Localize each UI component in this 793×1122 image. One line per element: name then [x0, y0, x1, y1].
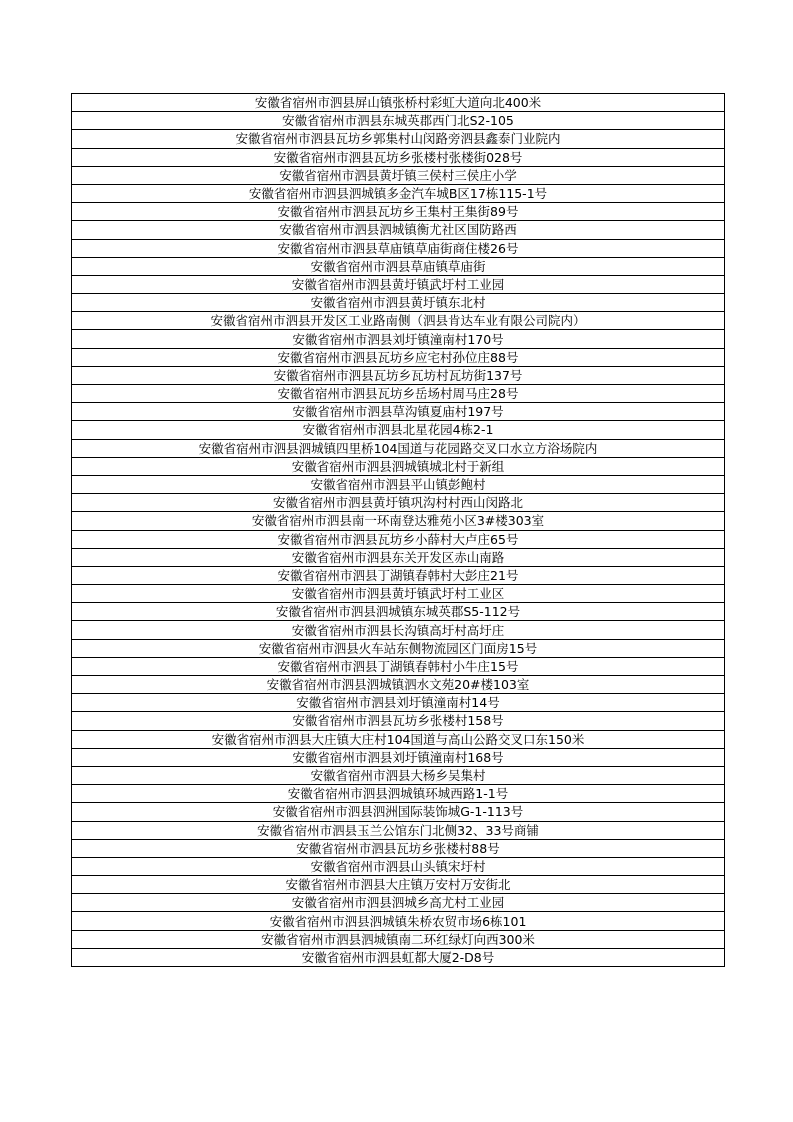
table-row [72, 548, 725, 566]
address-cell: 安徽省宿州市泗县泗洲国际装饰城G-1-113号 [72, 803, 725, 821]
address-cell: 安徽省宿州市泗县山头镇宋圩村 [72, 857, 725, 875]
address-cell: 安徽省宿州市泗县大杨乡吴集村 [72, 766, 725, 784]
table-row [72, 421, 725, 439]
address-cell: 安徽省宿州市泗县瓦坊乡张楼村158号 [72, 712, 725, 730]
address-cell: 安徽省宿州市泗县黄圩镇武圩村工业区 [72, 585, 725, 603]
table-row [72, 766, 725, 784]
table-row [72, 821, 725, 839]
address-cell: 安徽省宿州市泗县泗城镇环城西路1-1号 [72, 785, 725, 803]
address-cell: 安徽省宿州市泗县丁湖镇春韩村大彭庄21号 [72, 566, 725, 584]
address-cell: 安徽省宿州市泗县泗城镇南二环红绿灯向西300米 [72, 930, 725, 948]
table-row [72, 657, 725, 675]
address-cell: 安徽省宿州市泗县刘圩镇潼南村14号 [72, 694, 725, 712]
address-cell: 安徽省宿州市泗县平山镇彭鲍村 [72, 475, 725, 493]
table-row [72, 566, 725, 584]
table-row [72, 730, 725, 748]
address-cell: 安徽省宿州市泗县黄圩镇巩沟村村西山闵路北 [72, 494, 725, 512]
address-cell: 安徽省宿州市泗县瓦坊乡小薛村大卢庄65号 [72, 530, 725, 548]
address-cell: 安徽省宿州市泗县南一环南登达雅苑小区3#楼303室 [72, 512, 725, 530]
address-cell: 安徽省宿州市泗县开发区工业路南侧（泗县肯达车业有限公司院内） [72, 312, 725, 330]
address-cell: 安徽省宿州市泗县瓦坊乡瓦坊村瓦坊街137号 [72, 366, 725, 384]
address-cell: 安徽省宿州市泗县东城英郡西门北S2-105 [72, 112, 725, 130]
table-row [72, 330, 725, 348]
table-row [72, 112, 725, 130]
address-cell: 安徽省宿州市泗县北星花园4栋2-1 [72, 421, 725, 439]
address-cell: 安徽省宿州市泗县黄圩镇三侯村三侯庄小学 [72, 166, 725, 184]
table-row [72, 785, 725, 803]
table-row [72, 275, 725, 293]
table-row [72, 257, 725, 275]
table-row [72, 803, 725, 821]
address-cell: 安徽省宿州市泗县火车站东侧物流园区门面房15号 [72, 639, 725, 657]
address-table-body [72, 94, 725, 967]
address-cell: 安徽省宿州市泗县草沟镇夏庙村197号 [72, 403, 725, 421]
address-cell: 安徽省宿州市泗县草庙镇草庙街商住楼26号 [72, 239, 725, 257]
table-row [72, 694, 725, 712]
address-cell: 安徽省宿州市泗县黄圩镇武圩村工业园 [72, 275, 725, 293]
table-row [72, 639, 725, 657]
address-cell: 安徽省宿州市泗县大庄镇大庄村104国道与高山公路交叉口东150米 [72, 730, 725, 748]
address-cell: 安徽省宿州市泗县瓦坊乡岳场村周马庄28号 [72, 385, 725, 403]
table-row [72, 912, 725, 930]
address-cell: 安徽省宿州市泗县屏山镇张桥村彩虹大道向北400米 [72, 94, 725, 112]
address-cell: 安徽省宿州市泗县泗城镇衡尤社区国防路西 [72, 221, 725, 239]
table-row [72, 585, 725, 603]
table-row [72, 348, 725, 366]
table-row [72, 930, 725, 948]
table-row [72, 385, 725, 403]
address-cell: 安徽省宿州市泗县虹都大厦2-D8号 [72, 948, 725, 966]
address-cell: 安徽省宿州市泗县黄圩镇东北村 [72, 294, 725, 312]
table-row [72, 130, 725, 148]
table-row [72, 530, 725, 548]
table-row [72, 603, 725, 621]
table-row [72, 184, 725, 202]
address-cell: 安徽省宿州市泗县瓦坊乡郭集村山闵路旁泗县鑫泰门业院内 [72, 130, 725, 148]
address-cell: 安徽省宿州市泗县泗城镇四里桥104国道与花园路交叉口水立方浴场院内 [72, 439, 725, 457]
address-cell: 安徽省宿州市泗县泗城镇东城英郡S5-112号 [72, 603, 725, 621]
table-row [72, 876, 725, 894]
table-row [72, 312, 725, 330]
address-cell: 安徽省宿州市泗县泗城镇泗水文苑20#楼103室 [72, 676, 725, 694]
table-row [72, 457, 725, 475]
address-cell: 安徽省宿州市泗县泗城镇城北村于新组 [72, 457, 725, 475]
address-cell: 安徽省宿州市泗县瓦坊乡张楼村88号 [72, 839, 725, 857]
address-cell: 安徽省宿州市泗县长沟镇高圩村高圩庄 [72, 621, 725, 639]
address-cell: 安徽省宿州市泗县丁湖镇春韩村小牛庄15号 [72, 657, 725, 675]
address-cell: 安徽省宿州市泗县泗城乡高尤村工业园 [72, 894, 725, 912]
address-cell: 安徽省宿州市泗县泗城镇多金汽车城B区17栋115-1号 [72, 184, 725, 202]
table-row [72, 221, 725, 239]
table-row [72, 294, 725, 312]
table-row [72, 857, 725, 875]
address-cell: 安徽省宿州市泗县大庄镇万安村万安街北 [72, 876, 725, 894]
table-row [72, 475, 725, 493]
table-row [72, 512, 725, 530]
table-row [72, 366, 725, 384]
table-row [72, 894, 725, 912]
table-row [72, 403, 725, 421]
table-row [72, 676, 725, 694]
address-sheet [71, 93, 725, 967]
table-row [72, 166, 725, 184]
address-table [71, 93, 725, 967]
table-row [72, 148, 725, 166]
table-row [72, 439, 725, 457]
table-row [72, 948, 725, 966]
table-row [72, 621, 725, 639]
address-cell: 安徽省宿州市泗县泗城镇朱桥农贸市场6栋101 [72, 912, 725, 930]
table-row [72, 839, 725, 857]
address-cell: 安徽省宿州市泗县瓦坊乡王集村王集街89号 [72, 203, 725, 221]
address-cell: 安徽省宿州市泗县刘圩镇潼南村168号 [72, 748, 725, 766]
address-cell: 安徽省宿州市泗县瓦坊乡张楼村张楼街028号 [72, 148, 725, 166]
address-cell: 安徽省宿州市泗县刘圩镇潼南村170号 [72, 330, 725, 348]
address-cell: 安徽省宿州市泗县玉兰公馆东门北侧32、33号商铺 [72, 821, 725, 839]
table-row [72, 494, 725, 512]
table-row [72, 94, 725, 112]
address-cell: 安徽省宿州市泗县草庙镇草庙街 [72, 257, 725, 275]
table-row [72, 203, 725, 221]
address-cell: 安徽省宿州市泗县东关开发区赤山南路 [72, 548, 725, 566]
table-row [72, 748, 725, 766]
table-row [72, 712, 725, 730]
address-cell: 安徽省宿州市泗县瓦坊乡应宅村孙位庄88号 [72, 348, 725, 366]
table-row [72, 239, 725, 257]
